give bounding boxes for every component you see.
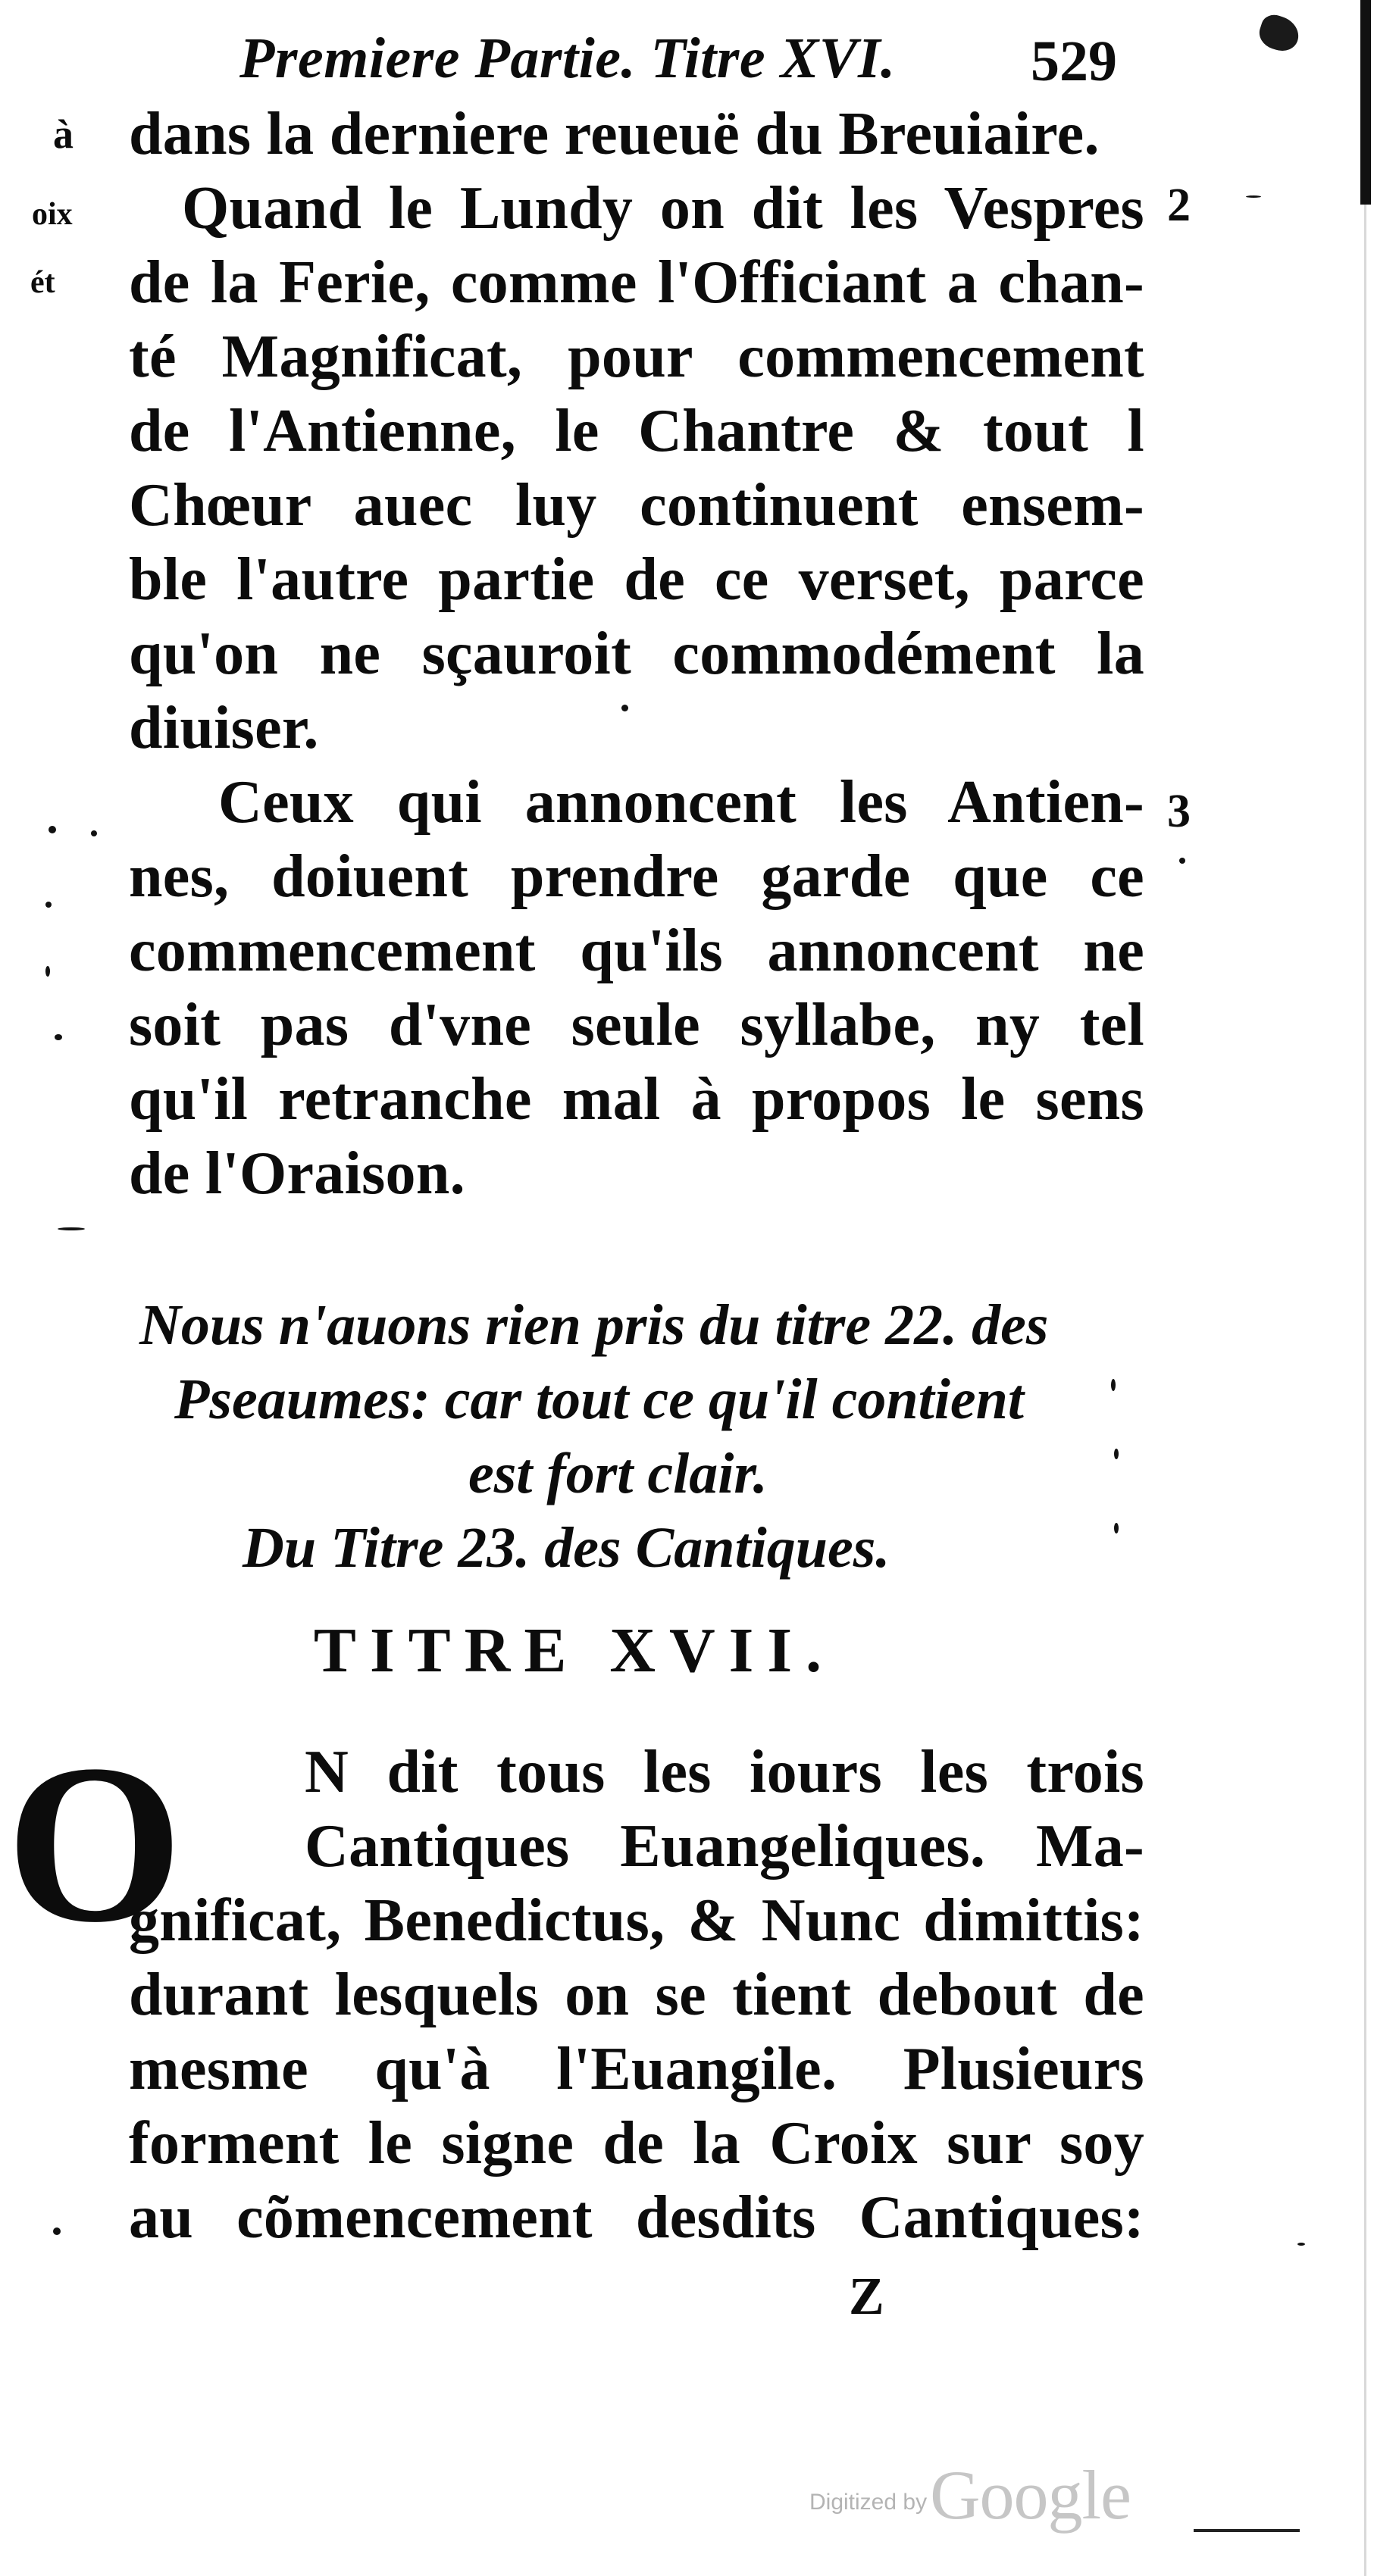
text-line: de l'Antienne, le Chantre & tout l — [129, 398, 1144, 464]
margin-number: 3 — [1167, 786, 1191, 837]
note-line: est fort clair. — [468, 1442, 768, 1505]
binding-edge-line — [1364, 205, 1366, 2576]
text-line: té Magnificat, pour commencement — [129, 324, 1144, 390]
ink-speck — [45, 966, 50, 977]
margin-number: 2 — [1167, 180, 1191, 231]
italic-note — [129, 1288, 1144, 1585]
ink-speck — [45, 902, 52, 908]
text-line: forment le signe de la Croix sur soy — [129, 2110, 1144, 2177]
text-line: Quand le Lundy on dit les Vespres — [182, 175, 1144, 242]
ink-speck — [1179, 858, 1185, 864]
text-line: Ceux qui annoncent les Antien- — [218, 769, 1144, 836]
running-title: Premiere Partie. Titre XVI. — [239, 27, 896, 90]
ink-speck — [1297, 2243, 1305, 2246]
ink-speck — [49, 826, 56, 833]
text-line: commencement qu'ils annoncent ne — [129, 918, 1144, 984]
text-line: de l'Oraison. — [129, 1140, 465, 1207]
text-line: nes, doiuent prendre garde que ce — [129, 843, 1144, 910]
text-line: soit pas d'vne seule syllabe, ny tel — [129, 992, 1144, 1058]
ink-speck — [58, 1227, 85, 1230]
section-title-text: TITRE XVII. — [313, 1615, 836, 1686]
text-line: N dit tous les iours les trois — [305, 1739, 1144, 1805]
text-line: Chœur auec luy continuent ensem- — [129, 472, 1144, 539]
margin-fragment: à — [53, 111, 74, 157]
drop-cap: O — [6, 1718, 183, 1969]
text-line: dans la derniere reueuë du Breuiaire. — [129, 101, 1100, 167]
google-logo: Google — [930, 2456, 1131, 2534]
ink-speck — [1246, 195, 1261, 198]
body-text-2 — [129, 1735, 1144, 2255]
ink-speck — [53, 2227, 61, 2235]
text-line: qu'il retranche mal à propos le sens — [129, 1066, 1144, 1133]
margin-fragment: oix — [32, 197, 73, 232]
ink-speck — [91, 830, 97, 836]
text-line: Cantiques Euangeliques. Ma- — [305, 1813, 1144, 1880]
text-line: mesme qu'à l'Euangile. Plusieurs — [129, 2036, 1144, 2102]
note-line: Nous n'auons rien pris du titre 22. des — [139, 1293, 1049, 1357]
text-line: ble l'autre partie de ce verset, parce — [129, 546, 1144, 613]
note-line: Du Titre 23. des Cantiques. — [243, 1516, 890, 1580]
watermark-caption: Digitized by — [809, 2490, 928, 2515]
text-line: qu'on ne sçauroit commodément la — [129, 621, 1144, 687]
text-line: gnificat, Benedictus, & Nunc dimittis: — [129, 1887, 1144, 1954]
text-line: diuiser. — [129, 695, 319, 761]
note-line: Pseaumes: car tout ce qu'il contient — [174, 1368, 1024, 1431]
text-line: de la Ferie, comme l'Officiant a chan- — [129, 249, 1144, 316]
text-line: au cõmencement desdits Cantiques: — [129, 2184, 1144, 2251]
page-number: 529 — [1031, 30, 1117, 93]
margin-fragment: ét — [30, 265, 55, 300]
digitized-watermark — [809, 2455, 1131, 2535]
ink-speck — [55, 1034, 62, 1040]
text-line: durant lesquels on se tient debout de — [129, 1962, 1144, 2028]
page-header — [0, 14, 1399, 97]
body-text — [129, 97, 1144, 1211]
section-title — [0, 1614, 1399, 1687]
bottom-rule — [1194, 2529, 1300, 2532]
signature-mark: Z — [849, 2268, 884, 2326]
